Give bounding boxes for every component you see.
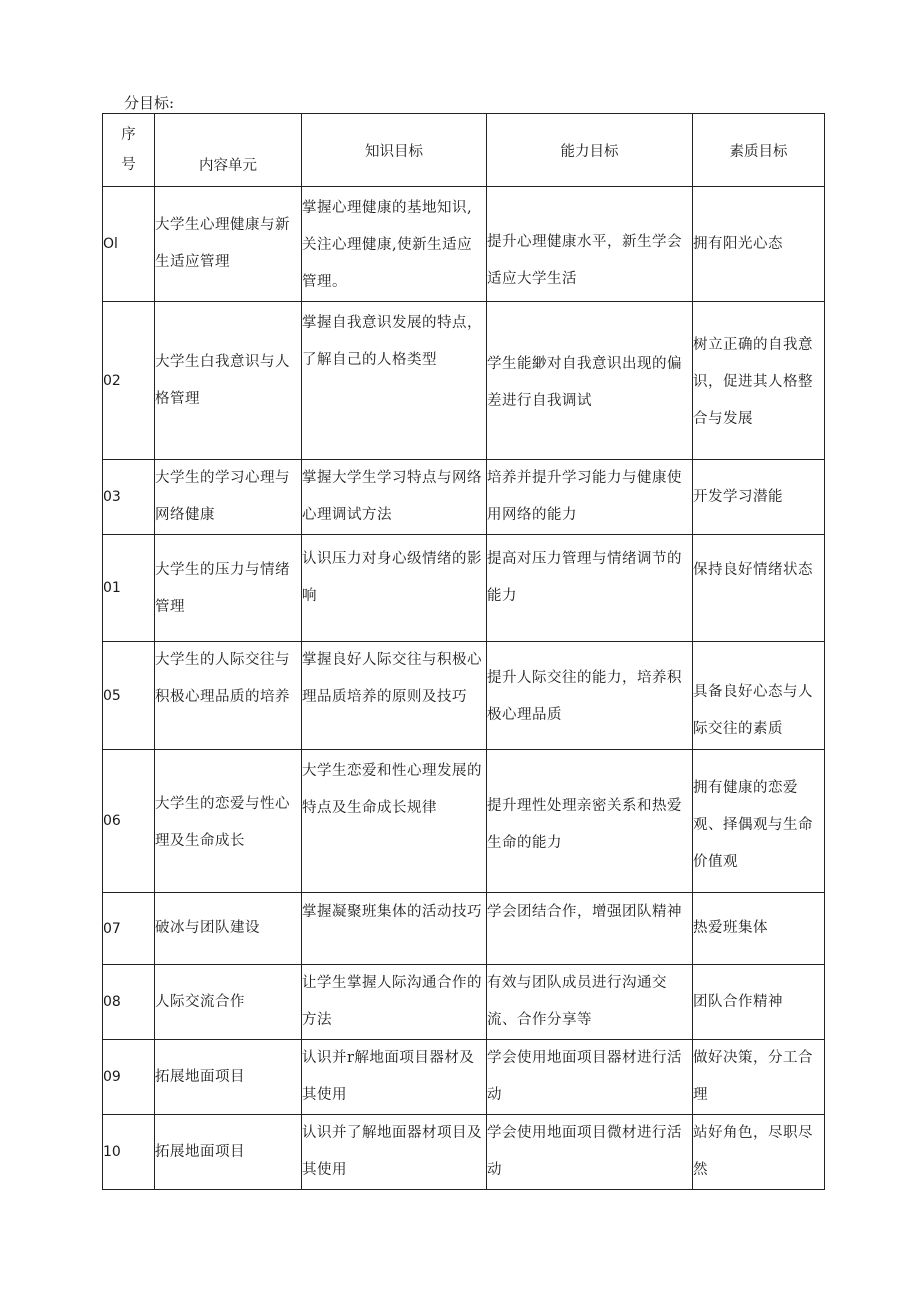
section-caption: 分目标: xyxy=(124,94,175,112)
row-knowledge: 掌握大学生学习特点与网络心理调试方法 xyxy=(302,460,487,535)
header-num: 序 号 xyxy=(103,114,155,187)
row-unit: 大学生白我意识与人格管理 xyxy=(155,302,302,460)
row-ability: 提高对压力管理与情绪调节的能力 xyxy=(487,535,693,642)
row-knowledge: 掌握心理健康的基地知识,关注心理健康,使新生适应管理。 xyxy=(302,187,487,302)
row-num: 03 xyxy=(103,460,155,535)
row-num: 08 xyxy=(103,965,155,1040)
table-row xyxy=(103,460,825,535)
row-knowledge: 认识并r解地面项目器材及其使用 xyxy=(302,1040,487,1115)
table-row xyxy=(103,535,825,642)
row-knowledge: 认识并了解地面器材项目及其使用 xyxy=(302,1115,487,1190)
table-header-row xyxy=(103,114,825,187)
row-ability: 学生能緲对自我意识出现的偏差进行自我调试 xyxy=(487,302,693,460)
row-ability: 提升心理健康水平，新生学会适应大学生活 xyxy=(487,187,693,302)
row-num: 05 xyxy=(103,642,155,750)
row-num: 07 xyxy=(103,893,155,965)
row-unit: 破冰与团队建设 xyxy=(155,893,302,965)
row-knowledge: 让学生掌握人际沟通合作的方法 xyxy=(302,965,487,1040)
header-quality: 素质目标 xyxy=(693,114,825,187)
table-row xyxy=(103,965,825,1040)
row-num: Ol xyxy=(103,187,155,302)
table-row xyxy=(103,893,825,965)
row-knowledge: 大学生恋爱和性心理发展的特点及生命成长规律 xyxy=(302,750,487,893)
table-row xyxy=(103,642,825,750)
row-quality: 保持良好情绪状态 xyxy=(693,535,825,642)
row-unit: 拓展地面项目 xyxy=(155,1115,302,1190)
row-unit: 大学生心理健康与新生适应管理 xyxy=(155,187,302,302)
goals-table xyxy=(102,113,825,1190)
row-quality: 站好角色，尽职尽然 xyxy=(693,1115,825,1190)
header-unit: 内容单元 xyxy=(155,114,302,187)
row-knowledge: 掌握自我意识发展的特点，了解自己的人格类型 xyxy=(302,302,487,460)
row-num: 10 xyxy=(103,1115,155,1190)
header-knowledge: 知识目标 xyxy=(302,114,487,187)
table-row xyxy=(103,1040,825,1115)
row-ability: 提升理性处理亲密关系和热爱生命的能力 xyxy=(487,750,693,893)
row-num: 06 xyxy=(103,750,155,893)
row-num: 02 xyxy=(103,302,155,460)
row-ability: 有效与团队成员进行沟通交流、合作分享等 xyxy=(487,965,693,1040)
table-row xyxy=(103,750,825,893)
row-num: 01 xyxy=(103,535,155,642)
row-unit: 大学生的恋爱与性心理及生命成长 xyxy=(155,750,302,893)
row-ability: 培养并提升学习能力与健康使用网络的能力 xyxy=(487,460,693,535)
row-unit: 人际交流合作 xyxy=(155,965,302,1040)
row-quality: 做好决策，分工合理 xyxy=(693,1040,825,1115)
row-unit: 大学生的人际交往与积极心理品质的培养 xyxy=(155,642,302,750)
header-ability: 能力目标 xyxy=(487,114,693,187)
row-knowledge: 认识压力对身心级情绪的影响 xyxy=(302,535,487,642)
row-knowledge: 掌握凝聚班集体的活动技巧 xyxy=(302,893,487,965)
row-unit: 大学生的学习心理与网络健康 xyxy=(155,460,302,535)
row-quality: 拥有健康的恋爱观、择偶观与生命价值观 xyxy=(693,750,825,893)
row-ability: 学会团结合作，增强团队精神 xyxy=(487,893,693,965)
row-quality: 拥有阳光心态 xyxy=(693,187,825,302)
row-quality: 团队合作精神 xyxy=(693,965,825,1040)
table-row xyxy=(103,1115,825,1190)
row-knowledge: 掌握良好人际交往与积极心理品质培养的原则及技巧 xyxy=(302,642,487,750)
row-ability: 学会使用地面项目器材进行活动 xyxy=(487,1040,693,1115)
row-quality: 树立正确的自我意识，促进其人格整合与发展 xyxy=(693,302,825,460)
row-num: 09 xyxy=(103,1040,155,1115)
table-row xyxy=(103,302,825,460)
row-quality: 具备良好心态与人际交往的素质 xyxy=(693,642,825,750)
row-unit: 大学生的压力与情绪管理 xyxy=(155,535,302,642)
row-ability: 学会使用地面项目微材进行活动 xyxy=(487,1115,693,1190)
row-ability: 提升人际交往的能力，培养积极心理品质 xyxy=(487,642,693,750)
row-quality: 热爱班集体 xyxy=(693,893,825,965)
table-row xyxy=(103,187,825,302)
row-quality: 开发学习潜能 xyxy=(693,460,825,535)
row-unit: 拓展地面项目 xyxy=(155,1040,302,1115)
